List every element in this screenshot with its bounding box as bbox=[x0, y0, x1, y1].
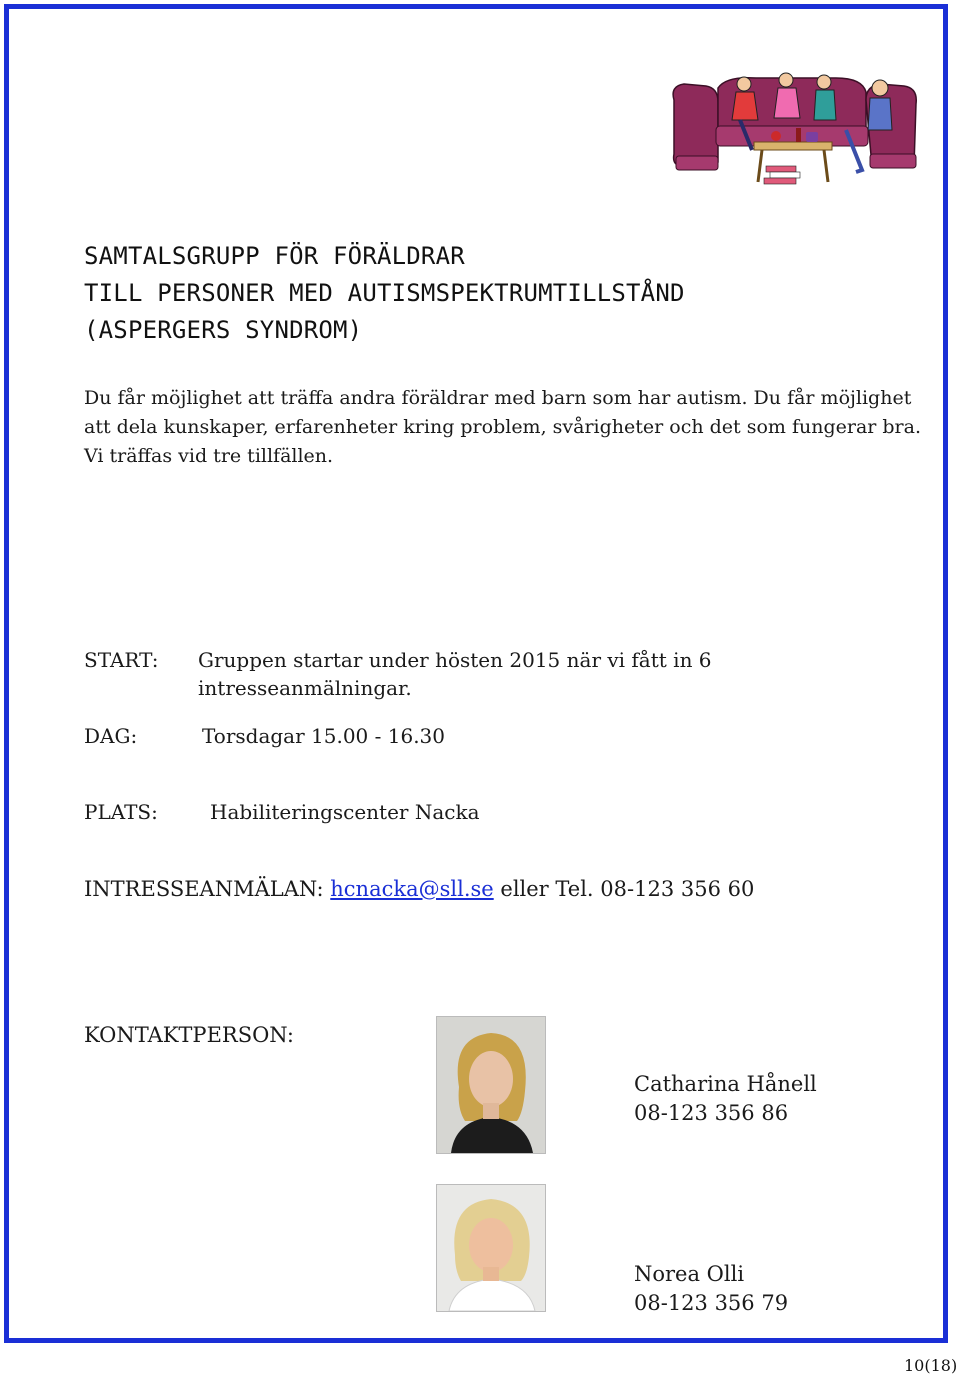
heading-line-3: (ASPERGERS SYNDROM) bbox=[84, 316, 363, 344]
parents-group-illustration bbox=[666, 70, 928, 190]
day-value: Torsdagar 15.00 - 16.30 bbox=[202, 724, 446, 748]
day-row bbox=[84, 722, 904, 752]
intro-meetings: Vi träffas vid tre tillfällen. bbox=[84, 445, 334, 467]
application-label: INTRESSEANMÄLAN: bbox=[84, 877, 324, 901]
contact-label: KONTAKTPERSON: bbox=[84, 1023, 295, 1047]
place-value: Habiliteringscenter Nacka bbox=[210, 800, 480, 824]
contact-person-2-name: Norea Olli bbox=[634, 1262, 745, 1286]
contact-photo-1 bbox=[436, 1016, 546, 1154]
contact-person-2-phone: 08-123 356 79 bbox=[634, 1291, 789, 1315]
heading-line-1: SAMTALSGRUPP FÖR FÖRÄLDRAR bbox=[84, 242, 465, 270]
contact-person-1-name: Catharina Hånell bbox=[634, 1072, 817, 1096]
contact-person-2 bbox=[634, 1260, 788, 1318]
intro-paragraph: Du får möjlighet att träffa andra föräldrar med barn som har autism. Du får möjlighet att dela kunskaper, erfarenheter kring problem, svårigheter och det som fungerar bra. bbox=[84, 387, 922, 438]
start-label: START: bbox=[84, 648, 159, 672]
contact-person-1-phone: 08-123 356 86 bbox=[634, 1101, 789, 1125]
heading-line-2: TILL PERSONER MED AUTISMSPEKTRUMTILLSTÅND bbox=[84, 279, 685, 307]
document-heading bbox=[84, 238, 685, 349]
application-row bbox=[84, 874, 754, 904]
contact-person-1 bbox=[634, 1070, 817, 1128]
day-label: DAG: bbox=[84, 724, 138, 748]
application-connector: eller Tel. bbox=[500, 877, 594, 901]
application-email-link[interactable]: hcnacka@sll.se bbox=[330, 877, 494, 901]
start-value-line-1: Gruppen startar under hösten 2015 när vi fått in 6 bbox=[198, 648, 712, 672]
start-value bbox=[198, 646, 712, 702]
place-label: PLATS: bbox=[84, 800, 158, 824]
start-value-line-2: intresseanmälningar. bbox=[198, 676, 412, 700]
application-phone: 08-123 356 60 bbox=[600, 877, 755, 901]
contact-photo-2 bbox=[436, 1184, 546, 1312]
place-row bbox=[84, 798, 904, 828]
page-number: 10(18) bbox=[904, 1356, 958, 1375]
start-row bbox=[84, 646, 904, 706]
intro-text bbox=[84, 384, 934, 471]
